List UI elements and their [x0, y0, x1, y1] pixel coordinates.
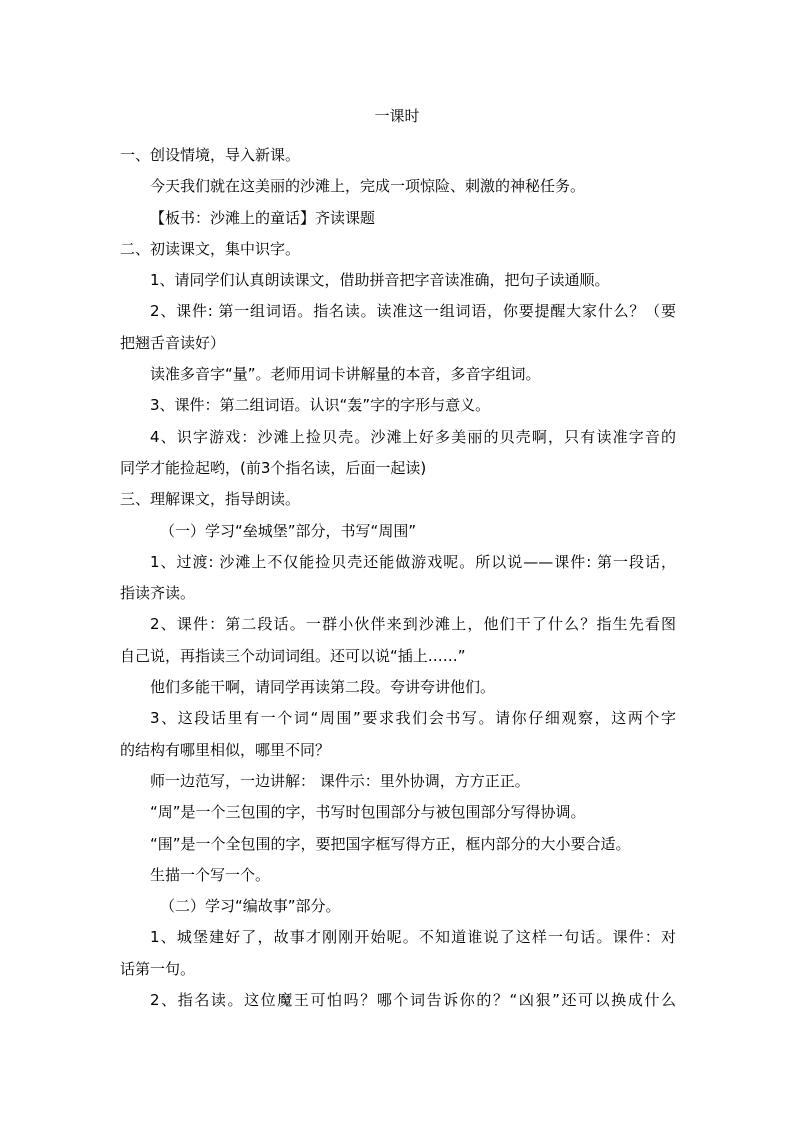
paragraph-line: 把翘舌音读好）	[120, 333, 226, 352]
section-heading-2: 二、初读课文，集中识字。	[120, 239, 301, 258]
paragraph-line: 他们多能干啊，请同学再读第二段。夸讲夸讲他们。	[150, 678, 496, 697]
paragraph-line: 2、课件：第二段话。一群小伙伴来到沙滩上，他们干了什么？指生先看图	[150, 615, 676, 634]
paragraph-line: 话第一句。	[120, 959, 196, 978]
paragraph-line: “围”是一个全包围的字，要把国字框写得方正，框内部分的大小要合适。	[150, 834, 631, 853]
paragraph-line: 师一边范写，一边讲解： 课件示：里外协调，方方正正。	[150, 771, 530, 790]
paragraph-line: 读准多音字“量”。老师用词卡讲解量的本音，多音字组词。	[150, 365, 541, 384]
paragraph-line: 2、指名读。这位魔王可怕吗？哪个词告诉你的？“凶狠”还可以换成什么	[150, 991, 676, 1010]
paragraph-line: 指读齐读。	[120, 584, 196, 603]
paragraph-line: 1、城堡建好了，故事才刚刚开始呢。不知道谁说了这样一句话。课件：对	[150, 928, 676, 947]
section-heading-3: 三、理解课文，指导朗读。	[120, 490, 301, 509]
paragraph-line: 1、请同学们认真朗读课文，借助拼音把字音读准确，把句子读通顺。	[150, 271, 610, 290]
paragraph-line: 的结构有哪里相似，哪里不同？	[120, 740, 331, 759]
paragraph-line: 3、课件：第二组词语。认识“轰”字的字形与意义。	[150, 396, 491, 415]
document-body	[120, 144, 676, 1020]
lesson-title: 一课时	[374, 107, 420, 125]
paragraph-line: 2、课件: 第一组词语。指名读。读准这一组词语，你要提醒大家什么？（要	[150, 302, 676, 321]
paragraph-line: “周”是一个三包围的字，书写时包围部分与被包围部分写得协调。	[150, 803, 586, 822]
subsection-heading: （一）学习“垒城堡”部分，书写“周围”	[160, 521, 417, 540]
paragraph-line: 生描一个写一个。	[150, 865, 271, 884]
paragraph-line: 3、这段话里有一个词“周围”要求我们会书写。请你仔细观察，这两个字	[150, 709, 676, 728]
section-heading-1: 一、创设情境，导入新课。	[120, 146, 301, 164]
paragraph-line: 同学才能捡起哟，(前3个指名读，后面一起读)	[120, 458, 427, 477]
paragraph-line: 【板书：沙滩上的童话】齐读课题	[150, 208, 376, 227]
subsection-heading: （二）学习“编故事”部分。	[160, 897, 341, 916]
paragraph-line: 1、过渡: 沙滩上不仅能捡贝壳还能做游戏呢。所以说——课件: 第一段话，	[150, 552, 676, 571]
paragraph-line: 自己说，再指读三个动词词组。还可以说“插上……”	[120, 646, 466, 665]
paragraph-line: 今天我们就在这美丽的沙滩上，完成一项惊险、刺激的神秘任务。	[150, 177, 586, 196]
paragraph-line: 4、识字游戏：沙滩上捡贝壳。沙滩上好多美丽的贝壳啊，只有读准字音的	[150, 427, 676, 446]
